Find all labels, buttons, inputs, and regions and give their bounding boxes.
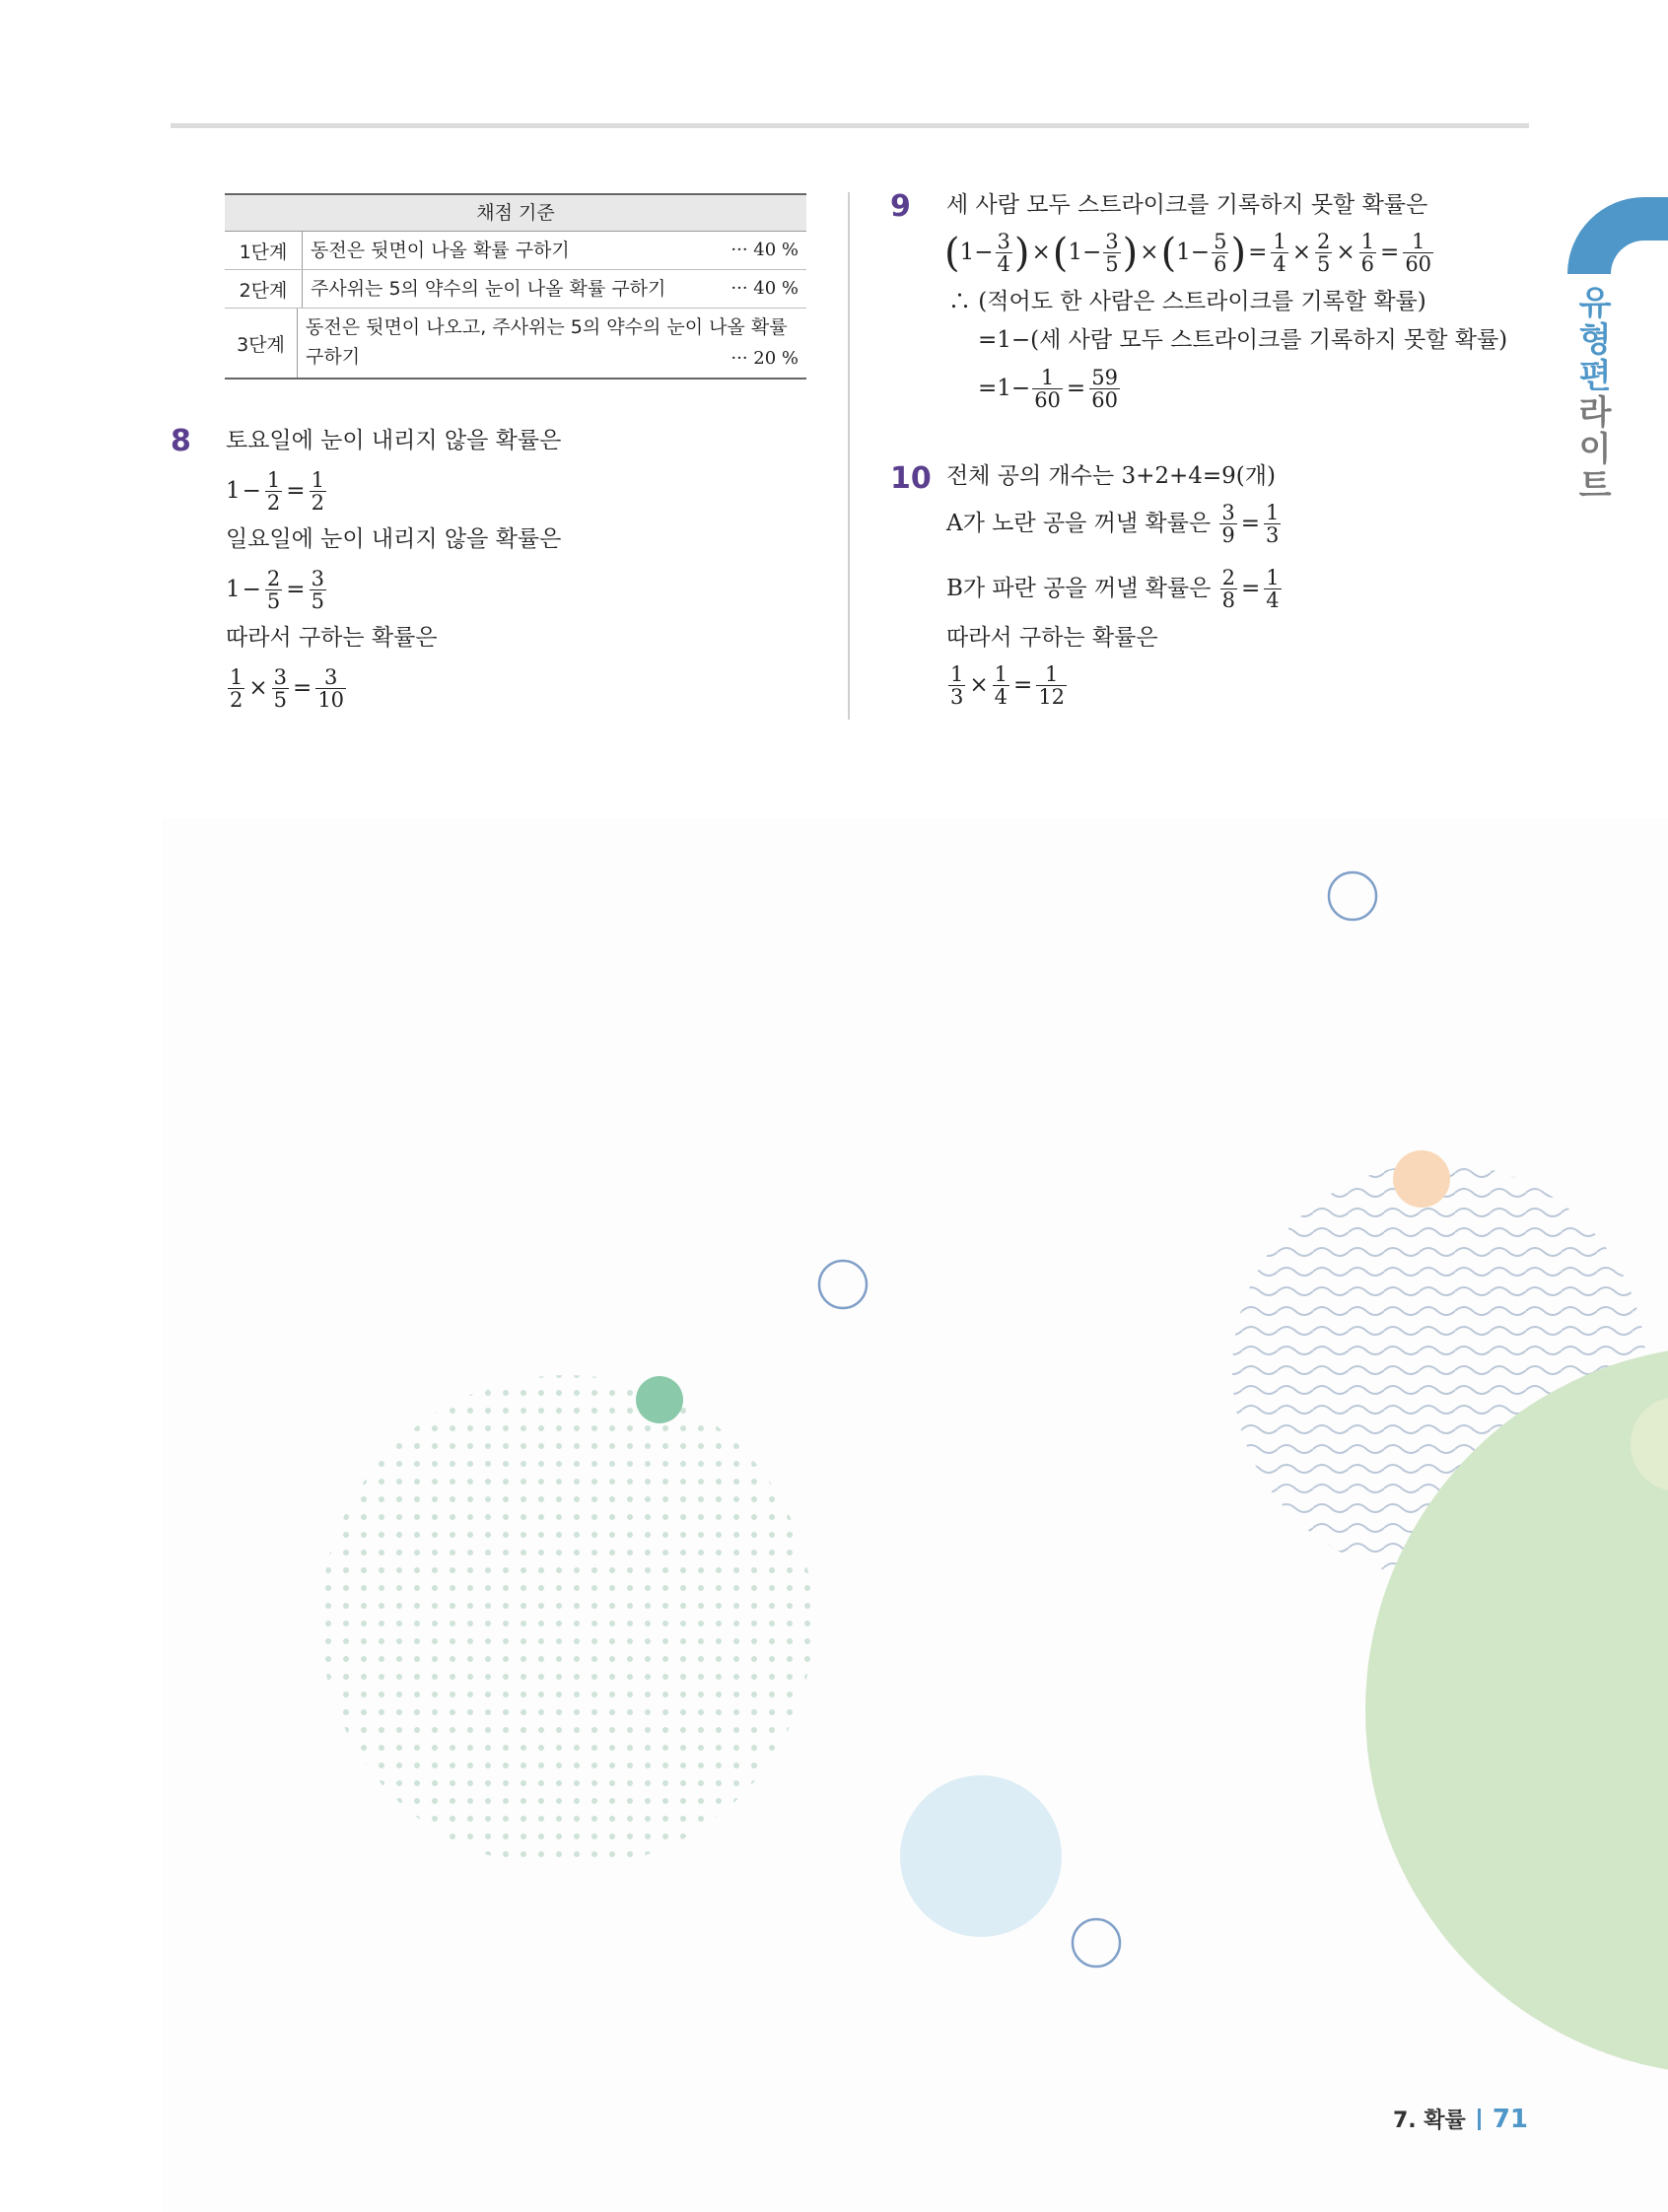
math-line: [226, 568, 328, 612]
fraction: $\frac{3}{10}$: [317, 665, 345, 712]
math-line: [226, 666, 348, 711]
grading-step: 1단계: [225, 232, 303, 269]
problem-number: 10: [890, 461, 932, 496]
fraction: $\frac{1}{2}$: [311, 468, 324, 515]
text-line: 전체 공의 개수는 3+2+4=9(개): [946, 463, 1276, 489]
section-tab-label-part1: 유 형 편: [1578, 284, 1612, 396]
grading-desc-cell: [303, 270, 806, 308]
grading-row: [225, 309, 806, 378]
fraction: $\frac{1}{2}$: [230, 665, 243, 712]
text-line: 토요일에 눈이 내리지 않을 확률은: [226, 428, 562, 453]
grading-desc: 동전은 뒷면이 나오고, 주사위는 5의 약수의 눈이 나올 확률 구하기: [306, 316, 788, 368]
math-operator: ×: [248, 675, 268, 701]
column-divider: [848, 192, 850, 720]
fraction: $\frac{1}{2}$: [266, 468, 281, 515]
grading-desc-cell: [298, 309, 806, 378]
grading-pct: ··· 40 %: [730, 240, 799, 260]
problem-number: 9: [890, 189, 911, 224]
header-rule: [171, 123, 1529, 128]
section-tab-label-part2: 라 이 트: [1578, 393, 1612, 506]
footer-divider: [1478, 2108, 1481, 2130]
math-operator: −: [242, 478, 261, 504]
grading-pct: ··· 20 %: [730, 348, 799, 369]
math-line: =1− $\frac{1}{60}$ = $\frac{59}{60}$: [978, 366, 1118, 412]
grading-pct: ··· 40 %: [730, 278, 799, 299]
math-line: ( 1− $\frac{3}{4}$ ) × ( 1− $\frac{3}{5}$ ) × ( 1− $\frac{5}{6}$ ) = $\frac{1}{4}$ × $\frac{2}{5}$ × $\frac{1}{6}$ = $\frac{1}{60}$: [944, 230, 1432, 276]
math-line: A가 노란 공을 꺼낼 확률은 $\frac{3}{9}$ = $\frac{1}{3}$: [946, 501, 1280, 547]
page-footer: [1393, 2104, 1528, 2134]
text-line: =1−(세 사람 모두 스트라이크를 기록하지 못할 확률): [978, 327, 1508, 353]
section-tab-icon: [1567, 197, 1668, 276]
math-term: 1: [226, 577, 241, 602]
chapter-label: 7. 확률: [1392, 2108, 1466, 2133]
math-term: 1: [226, 478, 241, 504]
grading-step: 2단계: [225, 270, 303, 308]
grading-row: [225, 232, 806, 270]
page-number: 71: [1492, 2104, 1528, 2134]
grading-header: 채점 기준: [225, 195, 806, 232]
text-line: 일요일에 눈이 내리지 않을 확률은: [226, 526, 562, 552]
fraction: $\frac{3}{5}$: [311, 567, 324, 613]
grading-row: [225, 270, 806, 309]
text-line: 따라서 구하는 확률은: [226, 625, 438, 651]
fraction: $\frac{2}{5}$: [266, 567, 281, 613]
math-line: [226, 469, 328, 514]
math-operator: −: [242, 577, 261, 602]
math-operator: =: [293, 675, 313, 701]
text-line: ∴ (적어도 한 사람은 스트라이크를 기록할 확률): [948, 289, 1426, 314]
grading-desc: 동전은 뒷면이 나올 확률 구하기: [311, 240, 570, 261]
math-line: B가 파란 공을 꺼낼 확률은 $\frac{2}{8}$ = $\frac{1}{4}$: [946, 566, 1280, 612]
text-line: 따라서 구하는 확률은: [946, 625, 1158, 651]
math-line: $\frac{1}{3}$ × $\frac{1}{4}$ = $\frac{1}{12}$: [950, 662, 1066, 709]
fraction: $\frac{3}{5}$: [273, 665, 288, 712]
text-line: 세 사람 모두 스트라이크를 기록하지 못할 확률은: [946, 192, 1428, 218]
section-tab-label: [1575, 286, 1615, 505]
math-operator: =: [286, 478, 306, 504]
problem-number: 8: [171, 424, 191, 458]
grading-desc: 주사위는 5의 약수의 눈이 나올 확률 구하기: [311, 278, 666, 300]
grading-step: 3단계: [225, 309, 298, 378]
grading-desc-cell: [303, 232, 806, 269]
grading-table: [225, 193, 806, 380]
math-operator: =: [286, 577, 306, 602]
